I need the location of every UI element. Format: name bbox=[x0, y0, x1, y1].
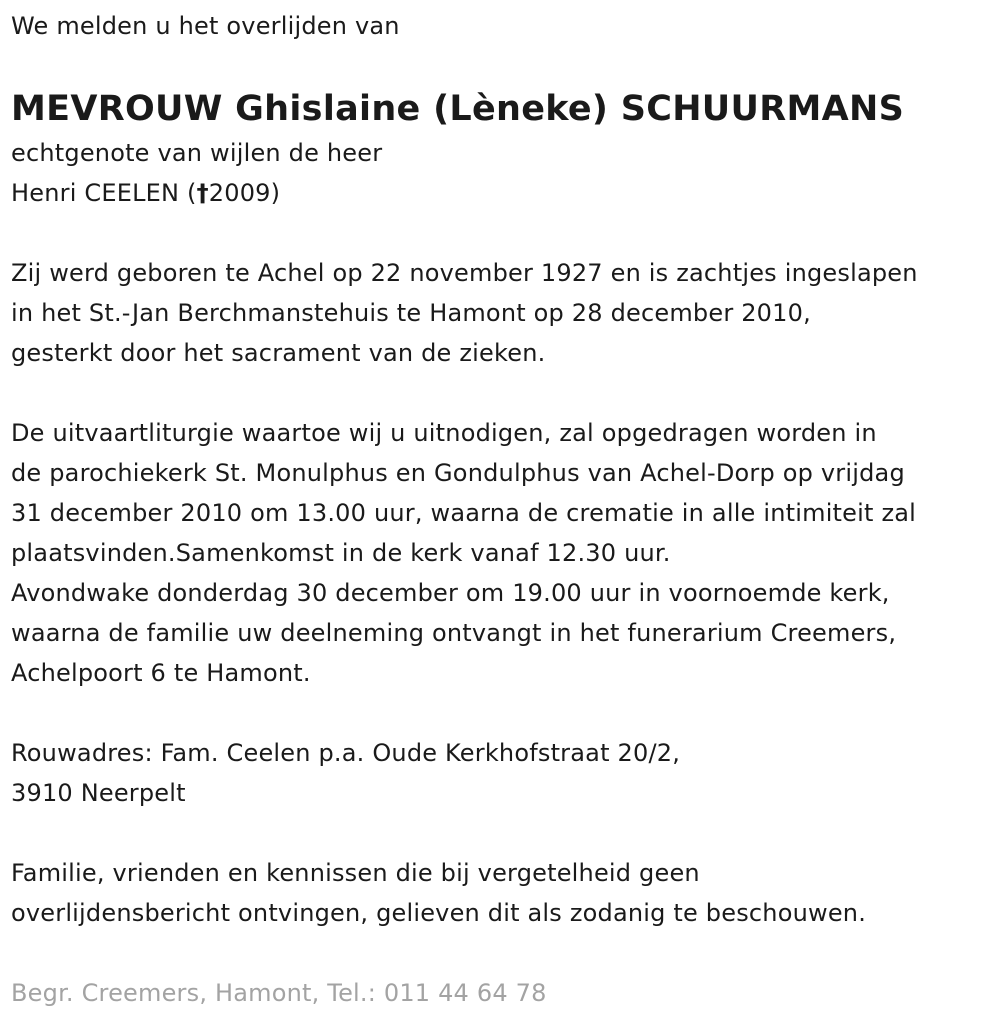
address-line: 3910 Neerpelt bbox=[11, 779, 186, 807]
paragraph-line: Achelpoort 6 te Hamont. bbox=[11, 659, 311, 687]
paragraph-line: in het St.-Jan Berchmanstehuis te Hamont op 28 december 2010, bbox=[11, 299, 811, 327]
death-notice bbox=[11, 6, 993, 1013]
deceased-name: MEVROUW Ghislaine (Lèneke) SCHUURMANS bbox=[11, 89, 905, 129]
closing-paragraph bbox=[11, 853, 993, 933]
paragraph-line: gesterkt door het sacrament van de zieken. bbox=[11, 339, 546, 367]
birth-death-paragraph bbox=[11, 253, 993, 373]
paragraph-line: waarna de familie uw deelneming ontvangt in het funerarium Creemers, bbox=[11, 619, 897, 647]
cross-icon: † bbox=[196, 179, 209, 207]
spacer bbox=[11, 813, 993, 853]
paragraph-line: Avondwake donderdag 30 december om 19.00 uur in voornoemde kerk, bbox=[11, 579, 890, 607]
intro-text: We melden u het overlijden van bbox=[11, 12, 400, 40]
paragraph-line: plaatsvinden.Samenkomst in de kerk vanaf 12.30 uur. bbox=[11, 539, 671, 567]
funeral-home-contact: Begr. Creemers, Hamont, Tel.: 011 44 64 78 bbox=[11, 979, 547, 1007]
paragraph-line: de parochiekerk St. Monulphus en Gondulphus van Achel-Dorp op vrijdag bbox=[11, 459, 905, 487]
paragraph-line: De uitvaartliturgie waartoe wij u uitnodigen, zal opgedragen worden in bbox=[11, 419, 877, 447]
address-block bbox=[11, 733, 993, 813]
address-line: Rouwadres: Fam. Ceelen p.a. Oude Kerkhofstraat 20/2, bbox=[11, 739, 681, 767]
funeral-paragraph bbox=[11, 413, 993, 693]
spacer bbox=[11, 213, 993, 253]
paragraph-line: 31 december 2010 om 13.00 uur, waarna de crematie in alle intimiteit zal bbox=[11, 499, 917, 527]
spouse-name-prefix: Henri CEELEN ( bbox=[11, 179, 197, 207]
spouse-death-year: 2009) bbox=[208, 179, 281, 207]
spacer bbox=[11, 693, 993, 733]
paragraph-line: Zij werd geboren te Achel op 22 november 1927 en is zachtjes ingeslapen bbox=[11, 259, 918, 287]
paragraph-line: overlijdensbericht ontvingen, gelieven dit als zodanig te beschouwen. bbox=[11, 899, 867, 927]
spacer bbox=[11, 933, 993, 973]
spacer bbox=[11, 373, 993, 413]
spouse-name bbox=[11, 173, 993, 213]
paragraph-line: Familie, vrienden en kennissen die bij vergetelheid geen bbox=[11, 859, 700, 887]
spouse-line: echtgenote van wijlen de heer bbox=[11, 139, 383, 167]
